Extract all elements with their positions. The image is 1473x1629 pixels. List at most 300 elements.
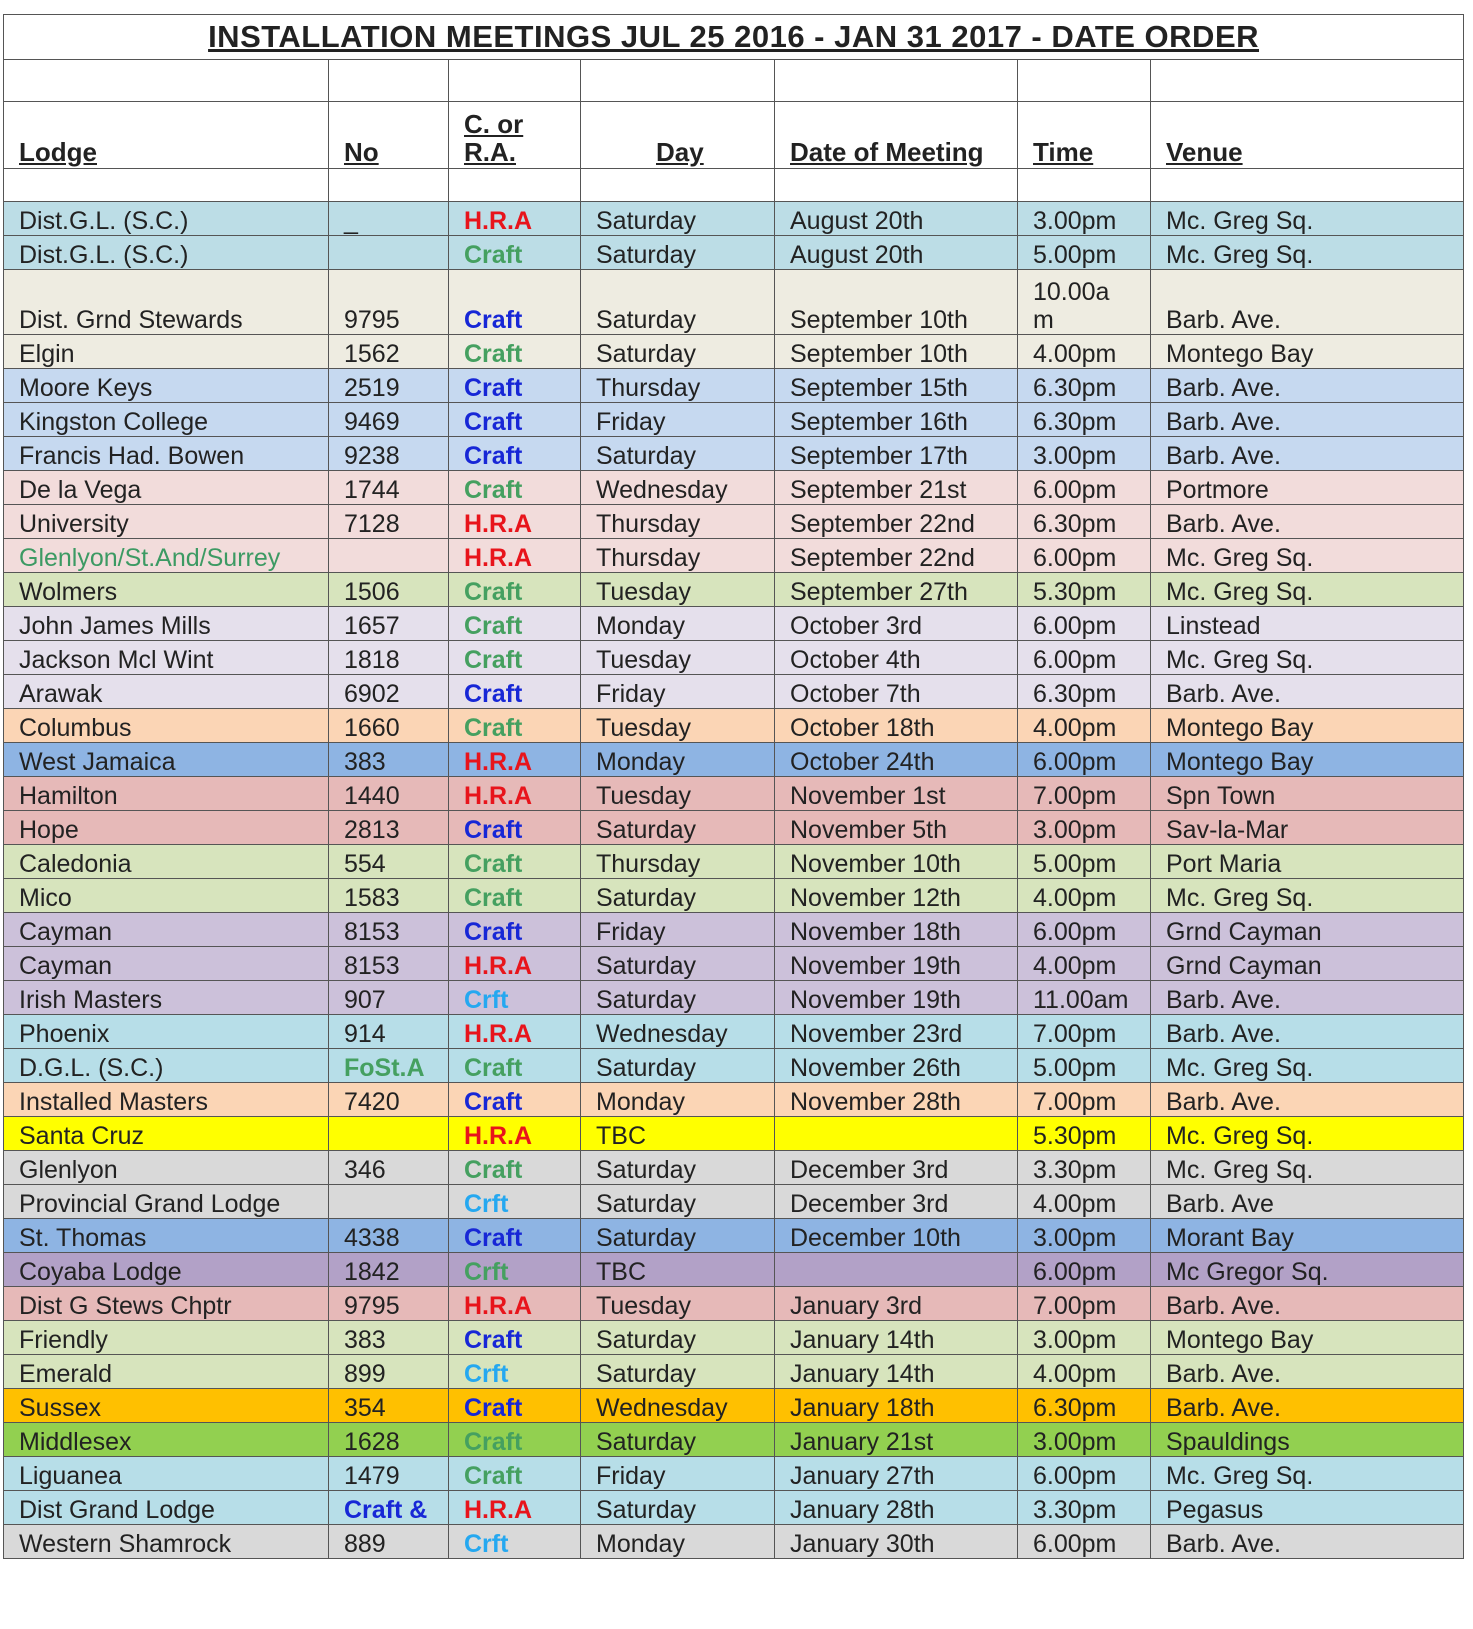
cell-date: August 20th [775,236,1018,270]
cell-cra: Crft [449,1253,581,1287]
cell-day: TBC [581,1117,775,1151]
cell-day: Saturday [581,1491,775,1525]
cell-day: Friday [581,403,775,437]
cell-date: December 3rd [775,1151,1018,1185]
cell-venue: Montego Bay [1151,743,1464,777]
header-cra-line1: C. or [464,109,524,139]
header-no: No [329,102,449,169]
cell-no: 1506 [329,573,449,607]
cell-venue: Spauldings [1151,1423,1464,1457]
cell-day: Monday [581,743,775,777]
cell-cra: Crft [449,1185,581,1219]
cell-day: Tuesday [581,709,775,743]
cell-day: Tuesday [581,641,775,675]
cell-lodge: Middlesex [4,1423,329,1457]
cell-venue: Mc. Greg Sq. [1151,879,1464,913]
cell-day: TBC [581,1253,775,1287]
cell-cra: Craft [449,913,581,947]
cell-no [329,1117,449,1151]
cell-no: 8153 [329,947,449,981]
cell-date: January 3rd [775,1287,1018,1321]
cell-lodge: Hope [4,811,329,845]
cell-time: 10.00a m [1018,270,1151,335]
cell-day: Friday [581,675,775,709]
cell-no: 9795 [329,270,449,335]
cell-cra: Craft [449,270,581,335]
cell-date: October 24th [775,743,1018,777]
cell-lodge: Elgin [4,335,329,369]
cell-time: 6.00pm [1018,743,1151,777]
cell-cra: Craft [449,811,581,845]
cell-date: November 28th [775,1083,1018,1117]
cell-time: 3.00pm [1018,811,1151,845]
cell-no [329,539,449,573]
cell-time: 3.00pm [1018,1321,1151,1355]
table-row [4,202,1464,236]
table-row [4,1015,1464,1049]
table-row [4,879,1464,913]
table-row [4,641,1464,675]
cell-day: Saturday [581,202,775,236]
cell-date: September 10th [775,270,1018,335]
cell-lodge: Dist. Grnd Stewards [4,270,329,335]
cell-venue: Mc. Greg Sq. [1151,1117,1464,1151]
cell-date: September 17th [775,437,1018,471]
header-lodge: Lodge [4,102,329,169]
cell-venue: Mc. Greg Sq. [1151,1049,1464,1083]
blank-row [4,60,1464,102]
cell-cra: Craft [449,845,581,879]
cell-time: 5.00pm [1018,845,1151,879]
cell-no: 383 [329,1321,449,1355]
cell-date: October 7th [775,675,1018,709]
cell-day: Saturday [581,270,775,335]
cell-lodge: Provincial Grand Lodge [4,1185,329,1219]
table-row [4,1117,1464,1151]
cell-venue: Barb. Ave. [1151,1389,1464,1423]
cell-cra: Craft [449,607,581,641]
cell-cra: H.R.A [449,743,581,777]
meetings-sheet [3,14,1463,1559]
cell-venue: Mc Gregor Sq. [1151,1253,1464,1287]
cell-time: 5.30pm [1018,573,1151,607]
header-time: Time [1018,102,1151,169]
cell-date [775,1253,1018,1287]
cell-date: January 18th [775,1389,1018,1423]
header-cra-line2: R.A. [464,137,516,167]
cell-time: 6.00pm [1018,641,1151,675]
cell-cra: Craft [449,573,581,607]
table-row [4,1049,1464,1083]
cell-date: November 5th [775,811,1018,845]
cell-no: 889 [329,1525,449,1559]
cell-lodge: Glenlyon [4,1151,329,1185]
cell-time: 6.00pm [1018,1457,1151,1491]
cell-date: September 22nd [775,505,1018,539]
cell-lodge: Jackson Mcl Wint [4,641,329,675]
cell-venue: Mc. Greg Sq. [1151,202,1464,236]
cell-no: 383 [329,743,449,777]
cell-date: November 19th [775,981,1018,1015]
table-row [4,236,1464,270]
cell-venue: Port Maria [1151,845,1464,879]
cell-no: 9469 [329,403,449,437]
cell-lodge: Arawak [4,675,329,709]
cell-no: 914 [329,1015,449,1049]
cell-lodge: University [4,505,329,539]
cell-venue: Barb. Ave. [1151,369,1464,403]
cell-date: November 23rd [775,1015,1018,1049]
cell-day: Wednesday [581,1015,775,1049]
cell-time: 5.30pm [1018,1117,1151,1151]
table-row [4,1287,1464,1321]
cell-day: Monday [581,607,775,641]
cell-time: 6.00pm [1018,1253,1151,1287]
cell-cra: Craft [449,1219,581,1253]
cell-day: Monday [581,1525,775,1559]
cell-date: October 4th [775,641,1018,675]
cell-venue: Barb. Ave. [1151,1015,1464,1049]
cell-time: 6.00pm [1018,607,1151,641]
cell-cra: Craft [449,641,581,675]
cell-cra: Craft [449,369,581,403]
cell-venue: Morant Bay [1151,1219,1464,1253]
cell-day: Saturday [581,811,775,845]
cell-no: 907 [329,981,449,1015]
cell-date: December 3rd [775,1185,1018,1219]
cell-venue: Grnd Cayman [1151,913,1464,947]
cell-venue: Mc. Greg Sq. [1151,1151,1464,1185]
cell-lodge: Mico [4,879,329,913]
cell-venue: Spn Town [1151,777,1464,811]
cell-lodge: Cayman [4,913,329,947]
cell-day: Tuesday [581,777,775,811]
cell-cra: Craft [449,879,581,913]
cell-no: 8153 [329,913,449,947]
cell-no: 7128 [329,505,449,539]
cell-cra: H.R.A [449,505,581,539]
cell-venue: Sav-la-Mar [1151,811,1464,845]
cell-time: 4.00pm [1018,709,1151,743]
table-row [4,947,1464,981]
cell-cra: Craft [449,403,581,437]
cell-time: 4.00pm [1018,947,1151,981]
cell-time: 5.00pm [1018,236,1151,270]
header-day: Day [581,102,775,169]
table-row [4,1253,1464,1287]
table-row [4,270,1464,335]
table-row [4,1457,1464,1491]
cell-date: September 21st [775,471,1018,505]
cell-time: 7.00pm [1018,777,1151,811]
cell-no: 1628 [329,1423,449,1457]
cell-lodge: St. Thomas [4,1219,329,1253]
cell-no: 1660 [329,709,449,743]
cell-day: Saturday [581,335,775,369]
cell-venue: Montego Bay [1151,709,1464,743]
cell-lodge: De la Vega [4,471,329,505]
cell-day: Friday [581,913,775,947]
cell-no: Craft & [329,1491,449,1525]
cell-cra: Craft [449,1321,581,1355]
cell-venue: Barb. Ave. [1151,981,1464,1015]
table-row [4,1525,1464,1559]
cell-day: Friday [581,1457,775,1491]
cell-time: 3.00pm [1018,437,1151,471]
cell-day: Thursday [581,505,775,539]
cell-no: 554 [329,845,449,879]
cell-cra: Craft [449,236,581,270]
cell-date: August 20th [775,202,1018,236]
cell-cra: Craft [449,437,581,471]
table-row [4,539,1464,573]
table-row [4,777,1464,811]
cell-date: November 1st [775,777,1018,811]
cell-day: Saturday [581,1321,775,1355]
table-row [4,811,1464,845]
cell-day: Saturday [581,981,775,1015]
table-row [4,1083,1464,1117]
cell-time: 3.30pm [1018,1151,1151,1185]
cell-time: 3.30pm [1018,1491,1151,1525]
table-row [4,981,1464,1015]
cell-time: 6.00pm [1018,1525,1151,1559]
table-row [4,1219,1464,1253]
table-row [4,845,1464,879]
cell-no: 1744 [329,471,449,505]
cell-day: Thursday [581,845,775,879]
cell-no [329,236,449,270]
cell-venue: Montego Bay [1151,1321,1464,1355]
cell-date: January 27th [775,1457,1018,1491]
cell-time: 3.00pm [1018,202,1151,236]
cell-day: Saturday [581,1219,775,1253]
cell-date: October 3rd [775,607,1018,641]
cell-no: 9795 [329,1287,449,1321]
cell-lodge: Dist Grand Lodge [4,1491,329,1525]
table-row [4,573,1464,607]
cell-time: 7.00pm [1018,1015,1151,1049]
cell-date: September 27th [775,573,1018,607]
cell-venue: Grnd Cayman [1151,947,1464,981]
table-row [4,1355,1464,1389]
cell-lodge: Irish Masters [4,981,329,1015]
cell-venue: Mc. Greg Sq. [1151,1457,1464,1491]
cell-time: 5.00pm [1018,1049,1151,1083]
table-row [4,335,1464,369]
cell-no: 7420 [329,1083,449,1117]
cell-lodge: Hamilton [4,777,329,811]
cell-time: 6.00pm [1018,539,1151,573]
table-row [4,675,1464,709]
cell-venue: Barb. Ave. [1151,1083,1464,1117]
cell-venue: Mc. Greg Sq. [1151,641,1464,675]
cell-time: 4.00pm [1018,1355,1151,1389]
cell-lodge: Dist G Stews Chptr [4,1287,329,1321]
cell-lodge: Sussex [4,1389,329,1423]
cell-day: Monday [581,1083,775,1117]
cell-cra: H.R.A [449,1015,581,1049]
cell-date: December 10th [775,1219,1018,1253]
cell-time: 6.00pm [1018,913,1151,947]
cell-time: 6.30pm [1018,369,1151,403]
cell-cra: Craft [449,1151,581,1185]
table-row [4,505,1464,539]
cell-cra: Craft [449,1457,581,1491]
cell-date: October 18th [775,709,1018,743]
cell-time: 6.30pm [1018,403,1151,437]
cell-day: Saturday [581,1185,775,1219]
table-row [4,1491,1464,1525]
cell-venue: Barb. Ave. [1151,505,1464,539]
cell-time: 3.00pm [1018,1219,1151,1253]
cell-lodge: Friendly [4,1321,329,1355]
cell-venue: Pegasus [1151,1491,1464,1525]
cell-no: 1818 [329,641,449,675]
cell-no: 346 [329,1151,449,1185]
blank-row [4,169,1464,202]
cell-date: September 15th [775,369,1018,403]
cell-time: 6.30pm [1018,505,1151,539]
cell-lodge: Caledonia [4,845,329,879]
cell-day: Thursday [581,369,775,403]
cell-cra: Craft [449,1423,581,1457]
cell-date: January 30th [775,1525,1018,1559]
cell-venue: Barb. Ave. [1151,1287,1464,1321]
cell-date: January 21st [775,1423,1018,1457]
cell-date: January 28th [775,1491,1018,1525]
cell-cra: H.R.A [449,1491,581,1525]
cell-date: November 26th [775,1049,1018,1083]
cell-lodge: Cayman [4,947,329,981]
cell-venue: Mc. Greg Sq. [1151,236,1464,270]
table-row [4,607,1464,641]
cell-venue: Barb. Ave. [1151,675,1464,709]
cell-lodge: Dist.G.L. (S.C.) [4,236,329,270]
cell-cra: H.R.A [449,1117,581,1151]
cell-time: 4.00pm [1018,335,1151,369]
cell-no: 2813 [329,811,449,845]
cell-date: January 14th [775,1321,1018,1355]
cell-cra: Craft [449,1389,581,1423]
table-row [4,1321,1464,1355]
cell-lodge: Installed Masters [4,1083,329,1117]
cell-no: 1440 [329,777,449,811]
cell-day: Wednesday [581,471,775,505]
cell-no [329,1185,449,1219]
cell-venue: Montego Bay [1151,335,1464,369]
table-row [4,1151,1464,1185]
cell-lodge: Santa Cruz [4,1117,329,1151]
cell-cra: H.R.A [449,202,581,236]
cell-date: November 10th [775,845,1018,879]
cell-date: September 16th [775,403,1018,437]
cell-venue: Barb. Ave [1151,1185,1464,1219]
cell-no: 899 [329,1355,449,1389]
cell-day: Thursday [581,539,775,573]
cell-cra: Craft [449,335,581,369]
cell-no: 4338 [329,1219,449,1253]
table-row [4,437,1464,471]
cell-cra: Craft [449,709,581,743]
table-row [4,913,1464,947]
cell-venue: Barb. Ave. [1151,270,1464,335]
table-row [4,403,1464,437]
header-date: Date of Meeting [775,102,1018,169]
cell-day: Saturday [581,879,775,913]
cell-venue: Portmore [1151,471,1464,505]
cell-day: Saturday [581,236,775,270]
page-title: INSTALLATION MEETINGS JUL 25 2016 - JAN 31 2017 - DATE ORDER [4,15,1464,60]
cell-venue: Mc. Greg Sq. [1151,539,1464,573]
cell-lodge: Kingston College [4,403,329,437]
table-row [4,743,1464,777]
cell-no: 1479 [329,1457,449,1491]
cell-lodge: Columbus [4,709,329,743]
cell-day: Tuesday [581,573,775,607]
cell-no: 1562 [329,335,449,369]
cell-cra: Crft [449,1525,581,1559]
header-venue: Venue [1151,102,1464,169]
table-row [4,1423,1464,1457]
cell-date: November 18th [775,913,1018,947]
cell-no: 1657 [329,607,449,641]
cell-time: 7.00pm [1018,1287,1151,1321]
cell-cra: H.R.A [449,777,581,811]
cell-no: 2519 [329,369,449,403]
cell-lodge: Emerald [4,1355,329,1389]
cell-cra: H.R.A [449,539,581,573]
cell-date: November 12th [775,879,1018,913]
cell-lodge: Liguanea [4,1457,329,1491]
cell-day: Saturday [581,1151,775,1185]
cell-lodge: Western Shamrock [4,1525,329,1559]
cell-time: 4.00pm [1018,1185,1151,1219]
cell-time: 6.30pm [1018,1389,1151,1423]
header-cra [449,102,581,169]
cell-venue: Barb. Ave. [1151,1525,1464,1559]
cell-cra: H.R.A [449,947,581,981]
cell-day: Wednesday [581,1389,775,1423]
cell-day: Tuesday [581,1287,775,1321]
cell-lodge: D.G.L. (S.C.) [4,1049,329,1083]
cell-cra: H.R.A [449,1287,581,1321]
cell-cra: Crft [449,1355,581,1389]
table-row [4,471,1464,505]
cell-lodge: Wolmers [4,573,329,607]
cell-date: January 14th [775,1355,1018,1389]
cell-cra: Craft [449,471,581,505]
header-row [4,102,1464,169]
cell-lodge: Dist.G.L. (S.C.) [4,202,329,236]
cell-date: September 10th [775,335,1018,369]
cell-cra: Craft [449,1083,581,1117]
cell-date: September 22nd [775,539,1018,573]
cell-day: Saturday [581,1423,775,1457]
cell-time: 7.00pm [1018,1083,1151,1117]
cell-day: Saturday [581,1355,775,1389]
cell-lodge: Francis Had. Bowen [4,437,329,471]
cell-lodge: Phoenix [4,1015,329,1049]
cell-no: 1842 [329,1253,449,1287]
cell-lodge: John James Mills [4,607,329,641]
cell-day: Saturday [581,947,775,981]
cell-cra: Craft [449,1049,581,1083]
cell-cra: Crft [449,981,581,1015]
cell-no: FoSt.A [329,1049,449,1083]
cell-venue: Barb. Ave. [1151,403,1464,437]
cell-time: 6.00pm [1018,471,1151,505]
